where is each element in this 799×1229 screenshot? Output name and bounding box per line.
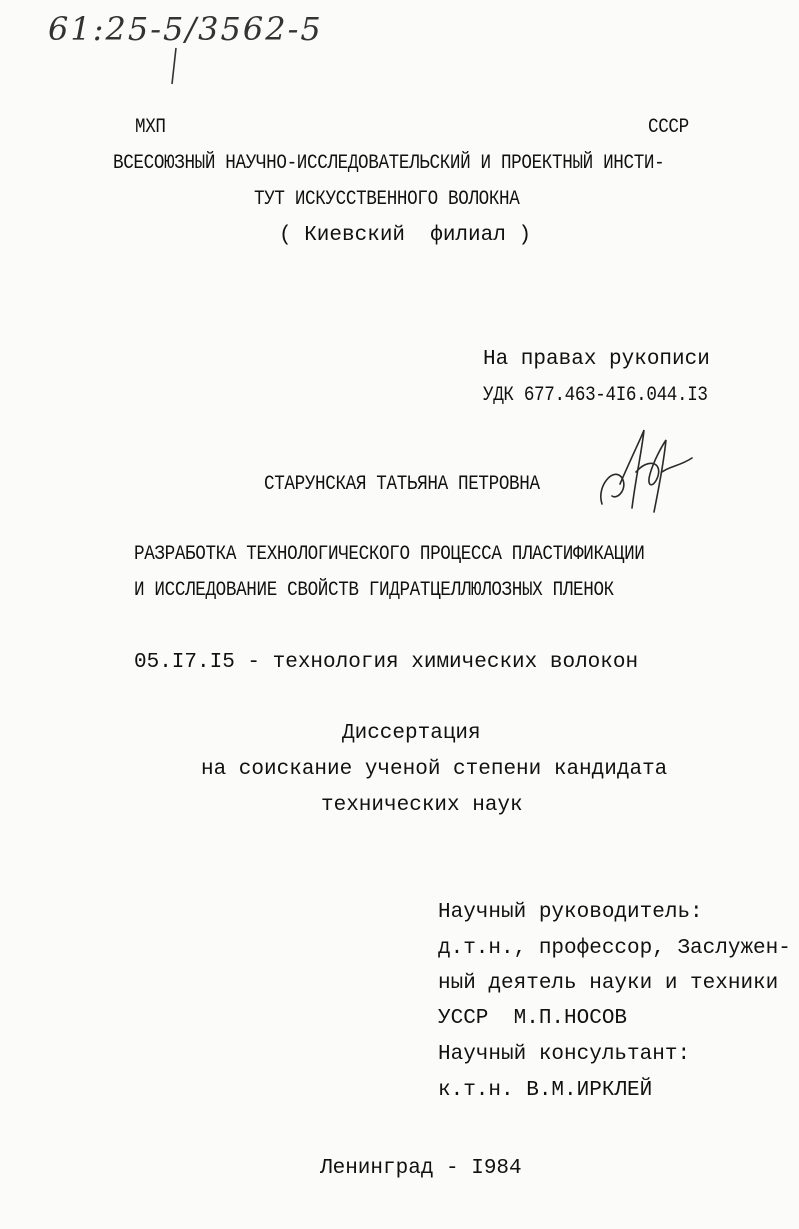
institute-branch: ( Киевский филиал ) xyxy=(279,224,532,247)
consultant-name: к.т.н. В.М.ИРКЛЕЙ xyxy=(438,1079,653,1102)
author-signature xyxy=(592,426,702,516)
thesis-title-line2: И ИССЛЕДОВАНИЕ СВОЙСТВ ГИДРАТЦЕЛЛЮЛОЗНЫХ ПЛЕНОК xyxy=(134,579,614,602)
degree-line: на соискание ученой степени кандидата xyxy=(201,758,668,781)
institute-name-line2: ТУТ ИСКУССТВЕННОГО ВОЛОКНА xyxy=(254,188,520,211)
supervisor-honor: ный деятель науки и техники xyxy=(438,972,779,995)
manuscript-rights: На правах рукописи xyxy=(483,348,710,371)
supervisor-title: д.т.н., профессор, Заслужен- xyxy=(438,937,791,960)
supervisor-name: УССР М.П.НОСОВ xyxy=(438,1007,628,1030)
archive-code-handwritten: 61:25-5/3562-5 xyxy=(48,10,323,48)
city-year: Ленинград - I984 xyxy=(320,1157,522,1180)
consultant-heading: Научный консультант: xyxy=(438,1043,691,1066)
science-field: технических наук xyxy=(321,794,523,817)
thesis-title-line1: РАЗРАБОТКА ТЕХНОЛОГИЧЕСКОГО ПРОЦЕССА ПЛАСТИФИКАЦИИ xyxy=(134,543,645,566)
dissertation-label: Диссертация xyxy=(342,722,481,745)
archive-mark-stroke xyxy=(168,46,188,86)
udk-code: УДК 677.463-4I6.044.I3 xyxy=(483,384,708,407)
country-abbrev: СССР xyxy=(648,116,689,139)
specialty-code: 05.I7.I5 - технология химических волокон xyxy=(134,651,639,674)
institute-name-line1: ВСЕСОЮЗНЫЙ НАУЧНО-ИССЛЕДОВАТЕЛЬСКИЙ И ПРОЕКТНЫЙ ИНСТИ- xyxy=(113,152,665,175)
supervisor-heading: Научный руководитель: xyxy=(438,901,703,924)
author-name: СТАРУНСКАЯ ТАТЬЯНА ПЕТРОВНА xyxy=(264,473,540,496)
ministry-abbrev: МХП xyxy=(135,116,166,139)
